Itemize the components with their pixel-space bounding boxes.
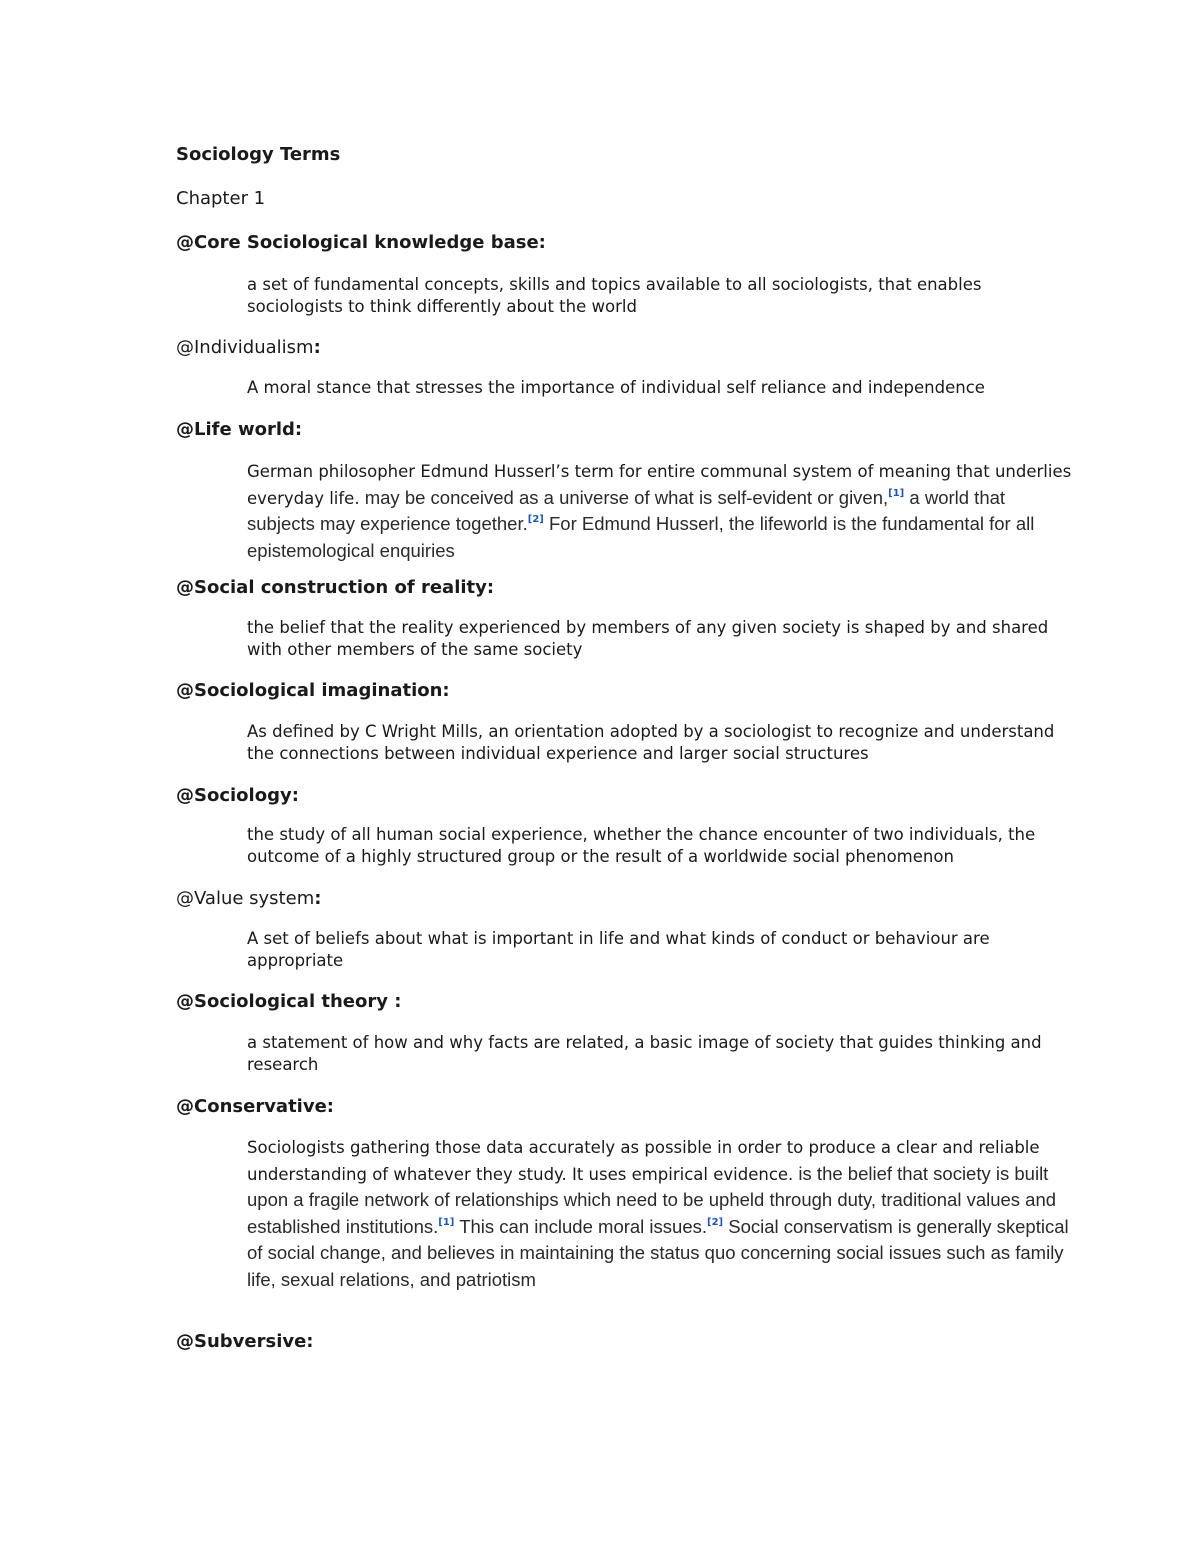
- term-label: @Individualism: [176, 337, 314, 358]
- status-quo-link[interactable]: status quo: [650, 1242, 736, 1263]
- term-label: @Sociological theory :: [176, 991, 402, 1012]
- definition-value-system: A set of beliefs about what is important in life and what kinds of conduct or behaviour are appropriate: [247, 929, 990, 970]
- term-value-system: [176, 888, 321, 909]
- definition-social-construction-of-reality: the belief that the reality experienced by members of any given society is shaped by and shared with other members of the same society: [247, 618, 1049, 659]
- citation-link[interactable]: [2]: [527, 514, 544, 525]
- citation-link[interactable]: [1]: [888, 487, 905, 499]
- definition-text: , sexual relations, and patriotism: [270, 1268, 536, 1290]
- definition-text: , and believes in maintaining the: [380, 1242, 651, 1263]
- term-sociological-theory: [176, 991, 401, 1012]
- definition-text: concerning social issues such as: [735, 1242, 1016, 1263]
- definition-sociology: the study of all human social experience, whether the chance encounter of two individuals, the outcome of a highly structured group or the result of a worldwide social phenomenon: [247, 825, 1036, 866]
- term-conservative: [176, 1096, 334, 1117]
- term-label: @Core Sociological knowledge base:: [176, 232, 546, 253]
- definition-conservative: [247, 1135, 1077, 1293]
- term-label: @Value system: [176, 888, 315, 909]
- term-label: @Life world:: [176, 419, 303, 440]
- term-colon: :: [313, 337, 321, 358]
- term-individualism: [176, 337, 321, 358]
- family-life-link[interactable]: family life: [247, 1242, 1064, 1290]
- term-label: @Subversive:: [176, 1331, 314, 1352]
- term-label: @Social construction of reality:: [176, 577, 495, 598]
- definition-text: a world that subjects may experience together.: [247, 486, 1006, 534]
- term-social-construction-of-reality: [176, 577, 494, 598]
- definition-core-sociological-knowledge-base: a set of fundamental concepts, skills and topics available to all sociologists, that enables sociologists to think differently about the world: [247, 275, 982, 316]
- term-label: @Sociology:: [176, 785, 299, 806]
- term-life-world: [176, 419, 302, 440]
- term-label: @Conservative:: [176, 1096, 334, 1117]
- social-change-link[interactable]: social change: [267, 1242, 381, 1263]
- term-subversive: [176, 1331, 314, 1352]
- definition-sociological-imagination: As defined by C Wright Mills, an orientation adopted by a sociologist to recognize and understand the connections between individual experience and larger social structures: [247, 722, 1055, 763]
- definition-text: German philosopher Edmund Husserl’s term for entire communal system of meaning that underlies everyday life.: [247, 462, 1072, 508]
- edmund-husserl-link[interactable]: Edmund Husserl: [581, 513, 719, 534]
- term-sociology: [176, 785, 299, 806]
- chapter-heading: Chapter 1: [176, 188, 266, 209]
- definition-life-world: [247, 459, 1077, 564]
- citation-link[interactable]: [1]: [438, 1216, 455, 1228]
- definition-sociological-theory: a statement of how and why facts are related, a basic image of society that guides thinking and research: [247, 1033, 1042, 1074]
- definition-text: may be conceived as a universe of what is self-evident or given,: [359, 486, 889, 508]
- definition-text: This can include: [454, 1215, 599, 1237]
- term-colon: :: [314, 888, 322, 909]
- definition-text: , the lifeworld is the fundamental for all: [718, 513, 1035, 534]
- definition-text: enquiries: [374, 539, 455, 561]
- definition-text: is the belief that society is built upon a fragile network of relationships which need to be upheld through duty, traditional values and established institutions.: [247, 1162, 1057, 1237]
- definition-text: For: [543, 513, 582, 534]
- term-sociological-imagination: [176, 680, 450, 701]
- definition-text: Social conservatism is generally skeptical of: [247, 1215, 1069, 1263]
- definition-text: Sociologists gathering those data accurately as possible in order to produce a clear and reliable understanding of whatever they study. It uses empirical evidence.: [247, 1138, 1040, 1184]
- epistemological-link[interactable]: epistemological: [247, 539, 375, 561]
- term-label: @Sociological imagination:: [176, 680, 450, 701]
- definition-individualism: A moral stance that stresses the importance of individual self reliance and independence: [247, 378, 985, 397]
- document-title: Sociology Terms: [176, 144, 341, 165]
- term-core-sociological-knowledge-base: [176, 232, 546, 253]
- moral-link[interactable]: moral: [598, 1215, 645, 1237]
- definition-text: issues.: [644, 1215, 708, 1237]
- citation-link[interactable]: [2]: [707, 1216, 724, 1228]
